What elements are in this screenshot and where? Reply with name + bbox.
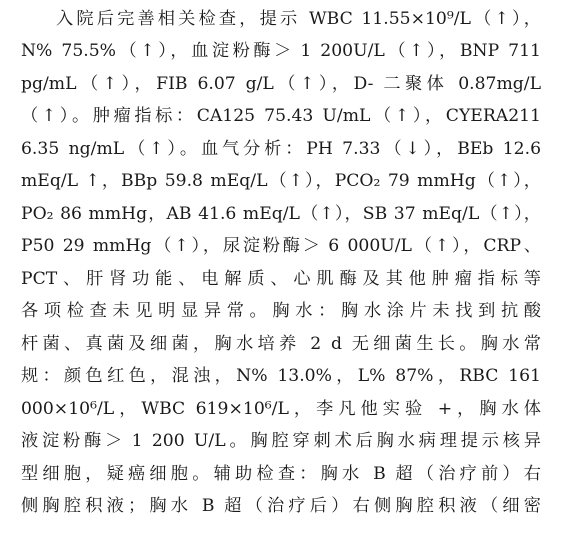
text-line-13: 000×10⁶/L，WBC 619×10⁶/L，李凡他实验 +，胸水体 [21, 399, 541, 419]
text-line-1: 入院后完善相关检查，提示 WBC 11.55×10⁹/L（↑）， [56, 9, 541, 29]
text-line-12: 规：颜色红色，混浊，N% 13.0%，L% 87%，RBC 161 [21, 366, 541, 386]
text-line-4: （↑）。肿瘤指标：CA125 75.43 U/mL（↑），CYERA211 [21, 106, 541, 126]
text-line-8: P50 29 mmHg（↑），尿淀粉酶＞ 6 000U/L（↑），CRP、 [21, 236, 541, 256]
text-line-10: 各项检查未见明显异常。胸水：胸水涂片未找到抗酸 [21, 301, 541, 321]
text-line-3: pg/mL（↑），FIB 6.07 g/L（↑），D- 二聚体 0.87mg/L [21, 74, 541, 94]
text-line-14: 液淀粉酶＞ 1 200 U/L。胸腔穿刺术后胸水病理提示核异 [21, 431, 541, 451]
text-line-15: 型细胞，疑癌细胞。辅助检查：胸水 B 超（治疗前）右 [21, 464, 541, 484]
text-line-6: mEq/L ↑，BBp 59.8 mEq/L（↑），PCO₂ 79 mmHg（↑）， [21, 171, 541, 191]
text-line-11: 杆菌、真菌及细菌，胸水培养 2 d 无细菌生长。胸水常 [21, 334, 541, 354]
text-line-16: 侧胸腔积液；胸水 B 超（治疗后）右侧胸腔积液（细密 [21, 496, 541, 516]
text-line-7: PO₂ 86 mmHg，AB 41.6 mEq/L（↑），SB 37 mEq/L（↑）， [21, 204, 541, 224]
text-line-9: PCT、肝肾功能、电解质、心肌酶及其他肿瘤指标等 [21, 269, 541, 289]
text-line-2: N% 75.5%（↑），血淀粉酶＞ 1 200U/L（↑），BNP 711 [21, 41, 541, 61]
text-line-5: 6.35 ng/mL（↑）。血气分析：PH 7.33（↓），BEb 12.6 [21, 139, 541, 159]
